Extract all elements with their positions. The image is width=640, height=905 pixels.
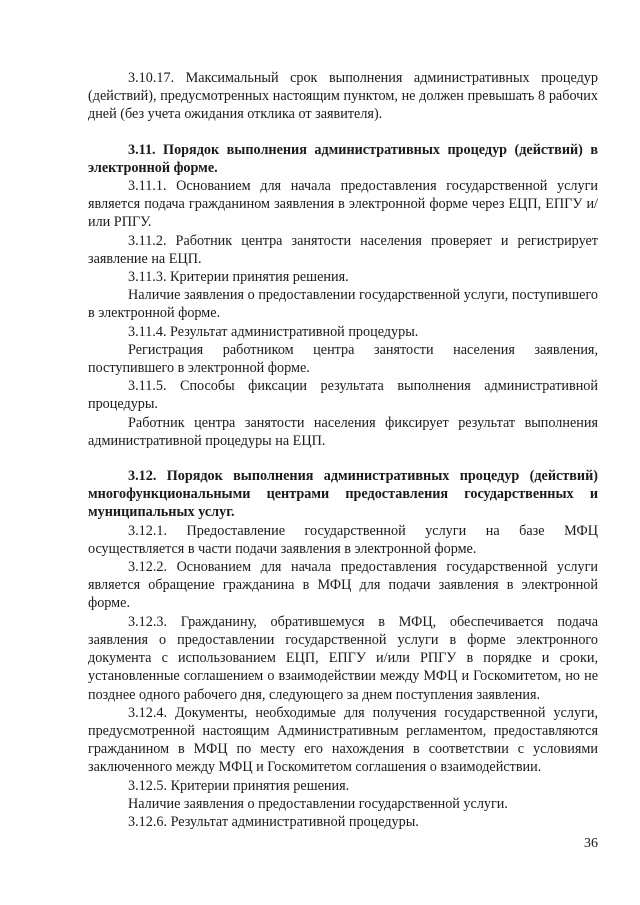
heading-3-11: 3.11. Порядок выполнения административных процедур (действий) в электронной форме.	[88, 141, 598, 176]
paragraph-3-12-5: 3.12.5. Критерии принятия решения.	[128, 777, 350, 794]
paragraph-3-12-2: 3.12.2. Основанием для начала предоставления государственной услуги является обращение гражданина в МФЦ для подачи заявления в электронной форме.	[88, 559, 598, 612]
paragraph-3-11-5-text: Работник центра занятости населения фиксирует результат выполнения административной процедуры на ЕЦП.	[88, 414, 598, 449]
paragraph-3-11-1: 3.11.1. Основанием для начала предоставления государственной услуги является подача гражданином заявления в электронной форме через ЕЦП, ЕПГУ и/или РПГУ.	[88, 178, 598, 231]
paragraph-3-11-2: 3.11.2. Работник центра занятости населения проверяет и регистрирует заявление на ЕЦП.	[88, 232, 598, 267]
paragraph-3-11-3: 3.11.3. Критерии принятия решения.	[128, 269, 349, 286]
paragraph-3-11-4: 3.11.4. Результат административной процедуры.	[128, 323, 419, 340]
paragraph-3-12-5-text: Наличие заявления о предоставлении государственной услуги.	[128, 795, 508, 812]
section-gap	[88, 124, 598, 141]
paragraph-3-11-3-text: Наличие заявления о предоставлении государственной услуги, поступившего в электронной форме.	[88, 287, 598, 322]
page-number: 36	[584, 836, 598, 851]
paragraph-3-11-5: 3.11.5. Способы фиксации результата выполнения административной процедуры.	[88, 378, 598, 413]
paragraph-3-11-4-text: Регистрация работником центра занятости населения заявления, поступившего в электронной форме.	[88, 341, 598, 377]
section-gap	[88, 450, 598, 467]
paragraph-3-12-4: 3.12.4. Документы, необходимые для получения государственной услуги, предусмотренной настоящим Административным регламентом, предоставляются гражданином в МФЦ по месту его нахождения в соответствии с условиями заключенного между МФЦ и Госкомитетом соглашения о взаимодействии.	[88, 704, 598, 776]
paragraph-3-12-1: 3.12.1. Предоставление государственной услуги на базе МФЦ осуществляется в части подачи заявления в электронной форме.	[88, 522, 598, 557]
paragraph-3-12-6: 3.12.6. Результат административной процедуры.	[128, 813, 419, 830]
heading-3-12: 3.12. Порядок выполнения административных процедур (действий) многофункциональными центрами предоставления государственных и муниципальных услуг.	[88, 468, 598, 521]
paragraph-3-10-17: 3.10.17. Максимальный срок выполнения административных процедур (действий), предусмотренных настоящим пунктом, не должен превышать 8 рабочих дней (без учета ожидания отклика от заявителя).	[88, 70, 598, 123]
paragraph-3-12-3: 3.12.3. Гражданину, обратившемуся в МФЦ, обеспечивается подача заявления о предоставлении государственной услуги в форме электронного документа с использованием ЕЦП, ЕПГУ и/или РПГУ в порядке и сроки, установленные соглашением о взаимодействии между МФЦ и Госкомитетом, но не позднее одного рабочего дня, следующего за днем поступления заявления.	[88, 613, 598, 703]
